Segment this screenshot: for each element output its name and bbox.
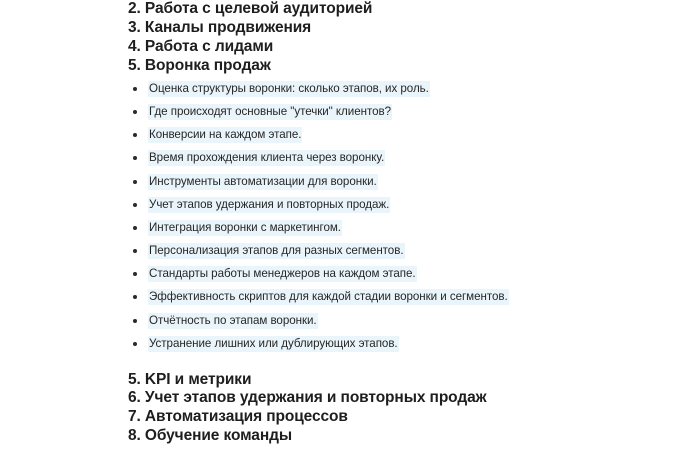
bullet-icon (133, 272, 137, 276)
list-item (133, 103, 392, 121)
list-item (133, 173, 378, 191)
list-item-text: Время прохождения клиента через воронку. (149, 151, 385, 164)
list-item (133, 219, 342, 237)
list-item (133, 149, 385, 167)
bullet-icon (133, 156, 137, 160)
list-item-text: Инструменты автоматизации для воронки. (149, 175, 377, 188)
list-item (133, 335, 399, 353)
list-item-text: Где происходят основные "утечки" клиентов? (149, 105, 391, 118)
list-item (133, 80, 430, 98)
list-item (133, 265, 417, 283)
list-item (133, 242, 405, 260)
bullet-icon (133, 295, 137, 299)
list-item (133, 312, 318, 330)
list-item-text: Стандарты работы менеджеров на каждом этапе. (149, 267, 416, 280)
list-item-text: Устранение лишних или дублирующих этапов. (149, 337, 398, 350)
heading-retention-repeat-sales: 6. Учет этапов удержания и повторных продаж (128, 389, 487, 406)
bullet-icon (133, 319, 137, 323)
list-item-text: Эффективность скриптов для каждой стадии воронки и сегментов. (149, 290, 508, 303)
bullet-icon (133, 203, 137, 207)
heading-promotion-channels: 3. Каналы продвижения (128, 19, 312, 36)
list-item-text: Оценка структуры воронки: сколько этапов, их роль. (149, 82, 429, 95)
list-item-text: Учет этапов удержания и повторных продаж. (149, 198, 390, 211)
bullet-icon (133, 133, 137, 137)
heading-team-training: 8. Обучение команды (128, 427, 292, 444)
heading-kpi-metrics: 5. KPI и метрики (128, 371, 252, 388)
bullet-icon (133, 180, 137, 184)
heading-leads: 4. Работа с лидами (128, 38, 274, 55)
list-item-text: Персонализация этапов для разных сегментов. (149, 244, 404, 257)
heading-target-audience: 2. Работа с целевой аудиторией (128, 0, 373, 17)
heading-process-automation: 7. Автоматизация процессов (128, 408, 348, 425)
bullet-icon (133, 249, 137, 253)
list-item-text: Интеграция воронки с маркетингом. (149, 221, 341, 234)
bullet-icon (133, 342, 137, 346)
list-item-text: Конверсии на каждом этапе. (149, 128, 302, 141)
heading-sales-funnel: 5. Воронка продаж (128, 57, 271, 74)
list-item (133, 288, 509, 306)
bullet-icon (133, 110, 137, 114)
bullet-icon (133, 87, 137, 91)
bullet-icon (133, 226, 137, 230)
list-item (133, 126, 302, 144)
list-item-text: Отчётность по этапам воронки. (149, 314, 317, 327)
list-item (133, 196, 390, 214)
